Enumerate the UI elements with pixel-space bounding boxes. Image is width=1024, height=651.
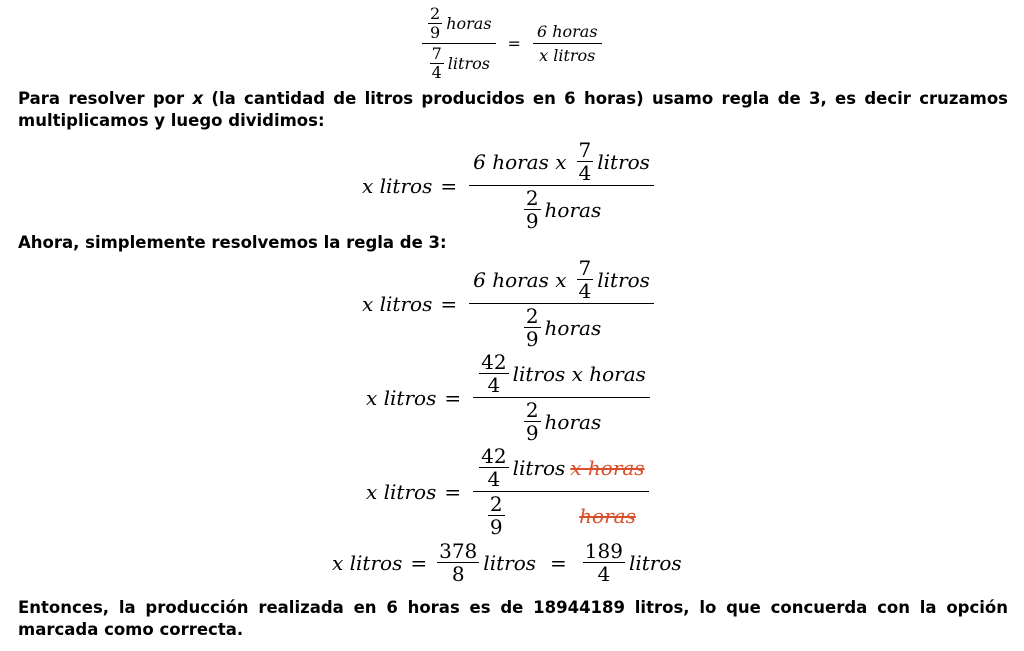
- unit-litros: litros: [447, 54, 490, 73]
- paragraph-now: Ahora, simplemente resolvemos la regla de 3:: [18, 233, 447, 252]
- frac-two-ninths: 2 9: [430, 4, 441, 42]
- frac-seven-fourths: 7 4: [578, 256, 592, 303]
- frac-two-ninths: 2 9: [525, 186, 539, 233]
- frac-seven-fourths: 7 4: [578, 138, 592, 185]
- paragraph-instructions: Para resolver por x (la cantidad de litros producidos en 6 horas) usamo regla de 3, es decir cruzamos multiplicamos y luego dividimos:: [18, 89, 1008, 130]
- paragraph-conclusion: Entonces, la producción realizada en 6 horas es de 18944189 litros, lo que concuerda con la opción marcada como correcta.: [18, 598, 1008, 639]
- variable-x: x: [192, 89, 204, 108]
- frac-forty-two-fourths: 42 4: [481, 444, 507, 491]
- equation-5: x litros = $\frac{378}{8}$ litros = $\frac{189}{4}$ litros: [332, 539, 682, 586]
- equation-3: x litros = 42 4 litros x horas 2 9 horas: [366, 352, 654, 443]
- top-left-fraction: [422, 6, 496, 81]
- unit-horas: horas: [446, 14, 492, 33]
- main-fraction: 42 4 litros x horas 2 9 horas: [473, 352, 650, 443]
- frac-two-ninths: 2 9: [525, 304, 539, 351]
- main-fraction: 42 4 litros x horas 2 9 horas: [473, 446, 648, 537]
- frac-two-ninths: 2 9: [525, 398, 539, 445]
- frac-forty-two-fourths: 42 4: [481, 350, 507, 397]
- equation-4: x litros = 42 4 litros x horas 2 9 horas: [366, 446, 653, 537]
- lhs: x litros: [362, 173, 433, 198]
- frac-189-4: $\frac{189}{4}$: [584, 539, 623, 586]
- cancelled-x-horas: x horas: [570, 455, 645, 480]
- top-equation: [418, 6, 606, 81]
- cancelled-horas: horas: [579, 503, 636, 528]
- frac-two-ninths: 2 9: [489, 492, 503, 539]
- equation-1: x litros = 6 horas x 7 4 litros 2 9 horas: [362, 140, 658, 231]
- main-fraction: 6 horas x 7 4 litros 2 9 horas: [469, 258, 654, 349]
- main-fraction: 6 horas x 7 4 litros 2 9 horas: [469, 140, 654, 231]
- top-right-fraction: $\frac{\text{6 horas}}{\text{x litros}}$: [533, 22, 602, 65]
- frac-seven-fourths: 7 4: [431, 44, 442, 82]
- frac-378-8: $\frac{378}{8}$: [439, 539, 478, 586]
- equals-sign: =: [507, 34, 521, 53]
- equation-2: x litros = 6 horas x 7 4 litros 2 9 horas: [362, 258, 658, 349]
